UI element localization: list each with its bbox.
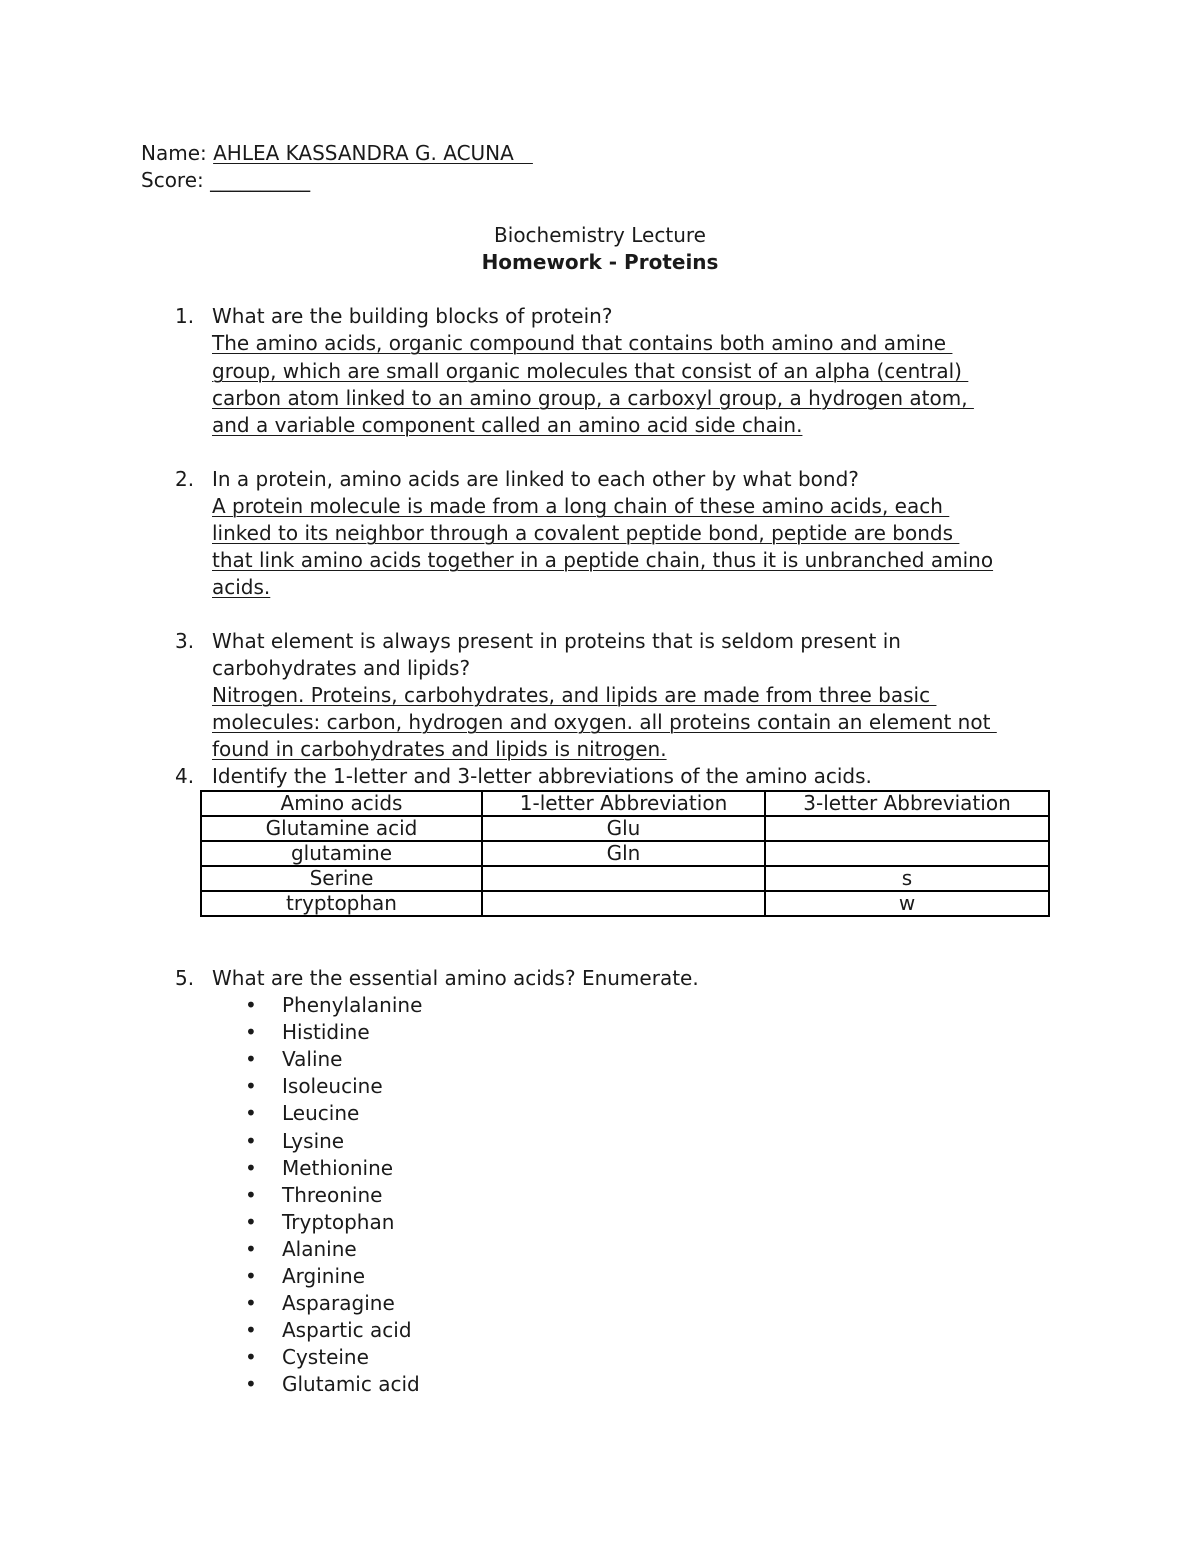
table-cell: Glu <box>482 816 765 841</box>
assignment-title: Homework - Proteins <box>481 250 719 274</box>
q3-answer-line: found in carbohydrates and lipids is nitrogen. <box>212 737 667 761</box>
table-row <box>201 866 1049 891</box>
q4-text: Identify the 1-letter and 3-letter abbreviations of the amino acids. <box>212 764 872 788</box>
q1-answer-line: The amino acids, organic compound that contains both amino and amine <box>212 331 953 355</box>
name-label: Name: <box>141 141 214 165</box>
score-label: Score: <box>141 168 211 192</box>
list-item: Asparagine <box>282 1291 395 1315</box>
table-header-cell: 3-letter Abbreviation <box>765 791 1049 816</box>
table-cell: Glutamine acid <box>201 816 482 841</box>
bullet-icon: • <box>245 1047 257 1071</box>
q3-text-line: What element is always present in proteins that is seldom present in <box>212 629 901 653</box>
q1-answer-line: carbon atom linked to an amino group, a carboxyl group, a hydrogen atom, <box>212 386 974 410</box>
list-item: Histidine <box>282 1020 370 1044</box>
bullet-icon: • <box>245 1074 257 1098</box>
list-item: Alanine <box>282 1237 357 1261</box>
q2-answer-line: acids. <box>212 575 271 599</box>
bullet-icon: • <box>245 1183 257 1207</box>
bullet-icon: • <box>245 1020 257 1044</box>
score-line <box>141 167 310 194</box>
table-cell: Serine <box>201 866 482 891</box>
q2-text: In a protein, amino acids are linked to each other by what bond? <box>212 467 859 491</box>
list-item: Tryptophan <box>282 1210 395 1234</box>
table-row <box>201 841 1049 866</box>
q1-answer-line: and a variable component called an amino acid side chain. <box>212 413 803 437</box>
bullet-icon: • <box>245 1237 257 1261</box>
list-item: Methionine <box>282 1156 394 1180</box>
bullet-icon: • <box>245 1318 257 1342</box>
bullet-icon: • <box>245 1264 257 1288</box>
q3-text-line: carbohydrates and lipids? <box>212 656 471 680</box>
bullet-icon: • <box>245 1101 257 1125</box>
list-item: Cysteine <box>282 1345 369 1369</box>
bullet-icon: • <box>245 1372 257 1396</box>
bullet-icon: • <box>245 1345 257 1369</box>
bullet-icon: • <box>245 1129 257 1153</box>
bullet-icon: • <box>245 1156 257 1180</box>
table-cell: Gln <box>482 841 765 866</box>
table-cell <box>482 866 765 891</box>
table-cell: tryptophan <box>201 891 482 916</box>
q3-answer-line: molecules: carbon, hydrogen and oxygen. all proteins contain an element not <box>212 710 997 734</box>
name-line <box>141 140 533 167</box>
list-item: Valine <box>282 1047 343 1071</box>
bullet-icon: • <box>245 1291 257 1315</box>
q4-number: 4. <box>175 764 195 788</box>
table-cell <box>765 841 1049 866</box>
q5-text: What are the essential amino acids? Enumerate. <box>212 966 699 990</box>
table-row <box>201 816 1049 841</box>
q2-answer-line: linked to its neighbor through a covalent peptide bond, peptide are bonds <box>212 521 960 545</box>
amino-acid-table <box>200 790 1050 917</box>
table-header-cell: 1-letter Abbreviation <box>482 791 765 816</box>
q2-answer-line: A protein molecule is made from a long chain of these amino acids, each <box>212 494 950 518</box>
table-cell: s <box>765 866 1049 891</box>
table-cell: w <box>765 891 1049 916</box>
table-row <box>201 891 1049 916</box>
q3-number: 3. <box>175 629 195 653</box>
table-cell <box>765 816 1049 841</box>
name-value: AHLEA KASSANDRA G. ACUNA <box>213 141 533 165</box>
list-item: Aspartic acid <box>282 1318 412 1342</box>
q1-answer-line: group, which are small organic molecules that consist of an alpha (central) <box>212 359 969 383</box>
list-item: Lysine <box>282 1129 345 1153</box>
table-cell <box>482 891 765 916</box>
list-item: Phenylalanine <box>282 993 423 1017</box>
q2-answer-line: that link amino acids together in a peptide chain, thus it is unbranched amino <box>212 548 994 572</box>
table-header-cell: Amino acids <box>201 791 482 816</box>
q5-number: 5. <box>175 966 195 990</box>
course-title: Biochemistry Lecture <box>494 223 706 247</box>
score-blank: __________ <box>210 168 311 192</box>
q1-text: What are the building blocks of protein? <box>212 304 613 328</box>
q1-number: 1. <box>175 304 195 328</box>
list-item: Glutamic acid <box>282 1372 420 1396</box>
list-item: Isoleucine <box>282 1074 383 1098</box>
list-item: Leucine <box>282 1101 360 1125</box>
bullet-icon: • <box>245 993 257 1017</box>
q2-number: 2. <box>175 467 195 491</box>
bullet-icon: • <box>245 1210 257 1234</box>
table-cell: glutamine <box>201 841 482 866</box>
list-item: Arginine <box>282 1264 366 1288</box>
q3-answer-line: Nitrogen. Proteins, carbohydrates, and lipids are made from three basic <box>212 683 937 707</box>
list-item: Threonine <box>282 1183 383 1207</box>
table-header-row <box>201 791 1049 816</box>
